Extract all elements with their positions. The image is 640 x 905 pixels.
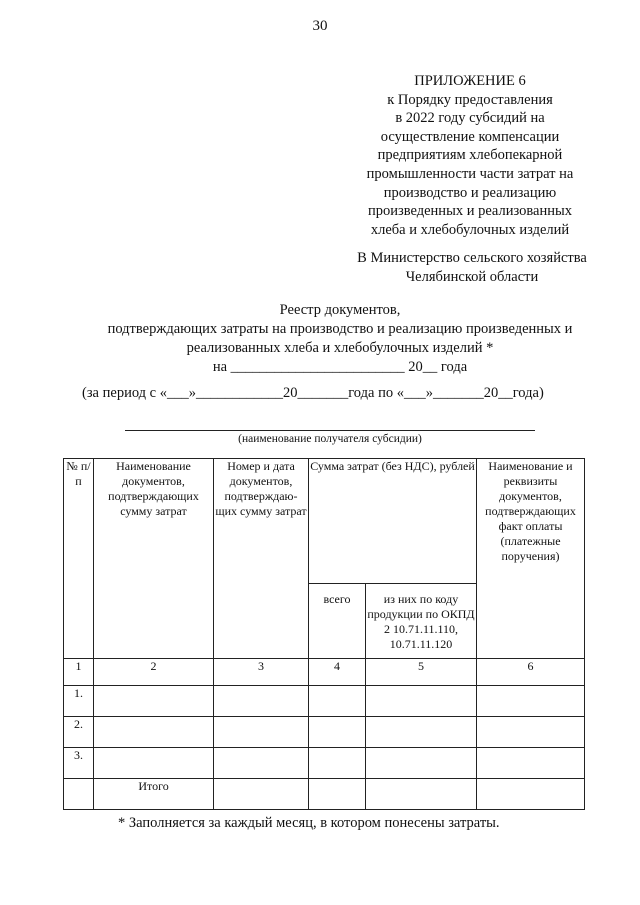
header-cost-sum: Сумма затрат (без НДС), рублей (309, 459, 477, 584)
cell (94, 748, 214, 779)
cell (366, 717, 477, 748)
cell (214, 717, 309, 748)
appendix-line: произведенных и реализованных (367, 203, 572, 220)
cell (366, 686, 477, 717)
cell (64, 779, 94, 810)
appendix-title: ПРИЛОЖЕНИЕ 6 (414, 73, 526, 89)
cell (309, 779, 366, 810)
header-okpd-code: из них по коду продукции по ОКПД 2 10.71.11.110, 10.71.11.120 (366, 584, 477, 659)
recipient-caption: (наименование получателя субсидии) (238, 433, 422, 445)
addressee (340, 249, 604, 287)
column-numbers-row (64, 659, 585, 686)
row-number: 2. (64, 717, 94, 748)
title-line: Реестр документов, (279, 302, 401, 318)
recipient-underline (125, 430, 535, 431)
cell (366, 779, 477, 810)
column-number: 5 (366, 659, 477, 686)
cell (477, 686, 585, 717)
table-row (64, 717, 585, 748)
period-line: (за период с «___»____________20_______года по «___»_______20__года) (82, 385, 544, 401)
cell (477, 748, 585, 779)
column-number: 6 (477, 659, 585, 686)
appendix-line: к Порядку предоставления (387, 91, 553, 108)
total-label: Итого (94, 779, 214, 810)
cell (94, 686, 214, 717)
title-line: подтверждающих затраты на производство и реализацию произведенных и (107, 321, 573, 337)
addressee-line: В Министерство сельского хозяйства (357, 250, 587, 266)
table-row (64, 748, 585, 779)
column-number: 3 (214, 659, 309, 686)
cell (309, 717, 366, 748)
cell (309, 748, 366, 779)
cell (94, 717, 214, 748)
appendix-line: в 2022 году субсидий на (395, 110, 545, 127)
table-header-row (64, 459, 585, 584)
cell (477, 779, 585, 810)
page-number: 30 (312, 18, 328, 34)
table-row (64, 686, 585, 717)
header-doc-name: Наименование документов, подтверждающих сумму затрат (94, 459, 214, 659)
appendix-line: осуществление компенсации (380, 128, 560, 145)
document-title (60, 301, 620, 377)
column-number: 4 (309, 659, 366, 686)
cell (366, 748, 477, 779)
header-payment-docs: Наименование и реквизиты документов, подтверждающих факт оплаты (платежные поручения) (477, 459, 585, 659)
cell (309, 686, 366, 717)
title-line: реализованных хлеба и хлебобулочных изделий * (186, 340, 494, 356)
row-number: 1. (64, 686, 94, 717)
total-row (64, 779, 585, 810)
appendix-line: производство и реализацию (383, 184, 557, 201)
header-doc-number-date: Номер и дата документов, подтверждаю-щих сумму затрат (214, 459, 309, 659)
header-num: № п/п (64, 459, 94, 659)
cell (214, 779, 309, 810)
column-number: 2 (94, 659, 214, 686)
registry-table (63, 458, 585, 810)
cell (477, 717, 585, 748)
title-date-line: на ________________________ 20__ года (212, 359, 468, 375)
appendix-line: хлеба и хлебобулочных изделий (370, 221, 570, 238)
appendix-line: предприятиям хлебопекарной (377, 147, 563, 164)
header-total: всего (309, 584, 366, 659)
column-number: 1 (64, 659, 94, 686)
row-number: 3. (64, 748, 94, 779)
cell (214, 748, 309, 779)
addressee-line: Челябинской области (405, 269, 539, 285)
appendix-header (352, 72, 588, 239)
cell (214, 686, 309, 717)
footnote: * Заполняется за каждый месяц, в котором понесены затраты. (118, 815, 500, 831)
appendix-line: промышленности части затрат на (366, 165, 574, 182)
